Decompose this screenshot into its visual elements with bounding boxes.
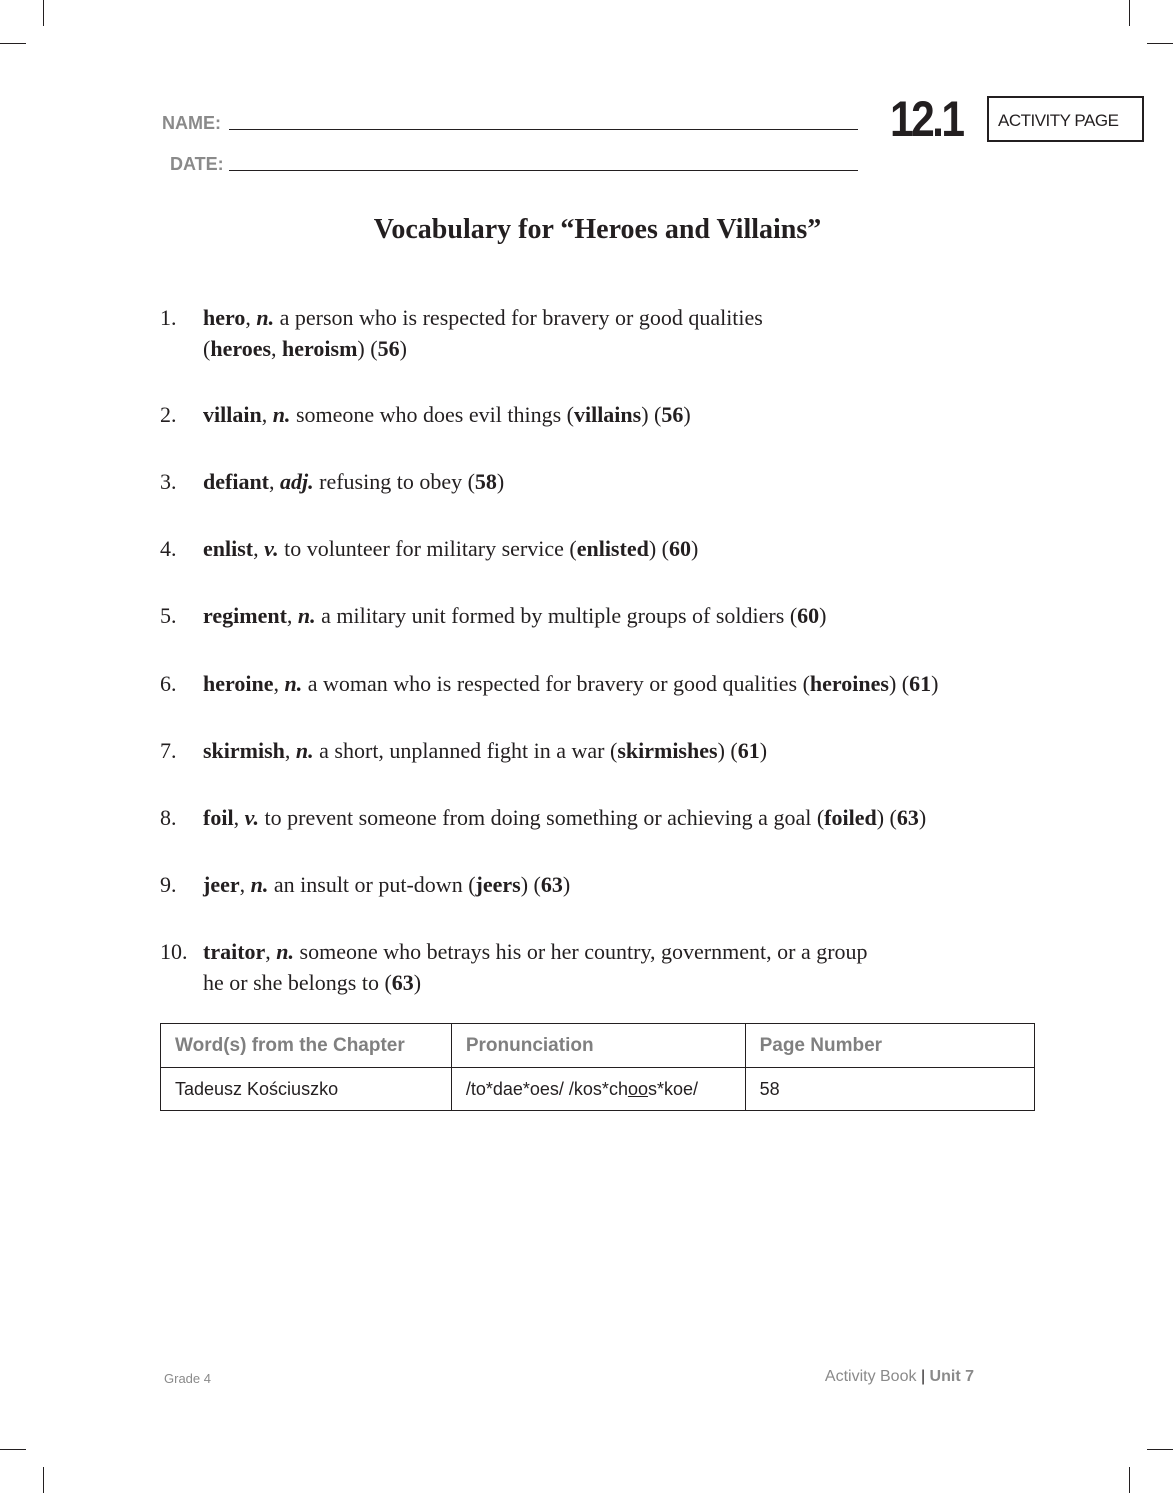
vocab-page: 63 — [896, 805, 919, 830]
pron-part: s*koe/ — [647, 1078, 699, 1099]
vocab-body: enlist, v. to volunteer for military service (enlisted) (60) — [203, 536, 699, 561]
part-of-speech — [284, 671, 302, 696]
vocab-word: traitor — [203, 939, 266, 964]
part-of-speech — [276, 939, 294, 964]
part-of-speech — [296, 738, 314, 763]
vocab-number: 10. — [160, 939, 188, 964]
vocab-number: 5. — [160, 603, 177, 628]
crop-mark — [1147, 43, 1173, 44]
table-row — [161, 1068, 1035, 1111]
vocab-number: 7. — [160, 738, 177, 763]
vocab-page: 61 — [909, 671, 932, 696]
cell-page: 58 — [745, 1068, 1034, 1111]
date-label: DATE: — [170, 154, 224, 174]
vocab-form: enlisted — [576, 536, 649, 561]
vocab-definition: a person who is respected for bravery or good qualities — [279, 305, 763, 330]
vocab-page: 56 — [661, 402, 684, 427]
vocab-definition: to prevent someone from doing something or achieving a goal — [264, 805, 812, 830]
vocab-number: 9. — [160, 872, 177, 897]
crop-mark — [43, 0, 44, 26]
part-of-speech-text: v. — [244, 805, 260, 830]
activity-page-box — [987, 96, 1144, 142]
part-of-speech-text: n. — [284, 671, 303, 696]
vocab-word: villain — [203, 402, 262, 427]
part-of-speech-text: adj. — [280, 469, 314, 494]
column-header-page: Page Number — [745, 1024, 1034, 1068]
part-of-speech-text: n. — [295, 738, 314, 763]
date-line[interactable] — [229, 170, 858, 171]
crop-mark — [0, 1449, 26, 1450]
vocab-number: 4. — [160, 536, 177, 561]
vocab-number: 3. — [160, 469, 177, 494]
vocab-page: 58 — [474, 469, 497, 494]
vocab-definition: to volunteer for military service — [284, 536, 564, 561]
footer-grade: Grade 4 — [164, 1371, 211, 1386]
part-of-speech — [251, 872, 269, 897]
vocab-number: 6. — [160, 671, 177, 696]
vocab-definition-cont: he or she belongs to — [203, 970, 379, 995]
vocab-body: regiment, n. a military unit formed by multiple groups of soldiers (60) — [203, 603, 827, 628]
column-header-pronunciation: Pronunciation — [451, 1024, 745, 1068]
vocab-word: enlist — [203, 536, 254, 561]
part-of-speech — [256, 305, 274, 330]
part-of-speech-text: n. — [297, 603, 316, 628]
column-header-word: Word(s) from the Chapter — [161, 1024, 452, 1068]
vocab-word: heroine — [203, 671, 274, 696]
vocab-definition: a military unit formed by multiple groups of soldiers — [321, 603, 785, 628]
vocab-form: foiled — [824, 805, 877, 830]
footer-book-title: Activity Book — [824, 1368, 917, 1385]
vocab-form: heroes — [210, 336, 272, 361]
vocab-form: skirmishes — [617, 738, 718, 763]
vocab-body: jeer, n. an insult or put-down (jeers) (63) — [203, 872, 571, 897]
crop-mark — [43, 1467, 44, 1493]
footer-book — [780, 1368, 974, 1386]
vocab-body: villain, n. someone who does evil things (villains) (56) — [203, 402, 691, 427]
vocab-definition: refusing to obey — [319, 469, 463, 494]
pron-underlined: oo — [627, 1078, 648, 1099]
table-header-row — [161, 1024, 1035, 1068]
pronunciation-table — [160, 1023, 1035, 1111]
part-of-speech-text: n. — [272, 402, 291, 427]
vocab-body: heroine, n. a woman who is respected for bravery or good qualities (heroines) (61) — [203, 671, 939, 696]
vocab-definition: someone who does evil things — [295, 402, 562, 427]
vocab-page: 63 — [540, 872, 563, 897]
activity-number: 12.1 — [890, 91, 963, 147]
vocab-page: 60 — [668, 536, 691, 561]
vocab-definition: an insult or put-down — [273, 872, 463, 897]
crop-mark — [0, 43, 26, 44]
page-title: Vocabulary for “Heroes and Villains” — [373, 214, 822, 245]
vocab-form: heroism — [282, 336, 358, 361]
vocab-word: jeer — [203, 872, 240, 897]
crop-mark — [1129, 0, 1130, 26]
activity-page-label: ACTIVITY PAGE — [998, 111, 1119, 130]
part-of-speech-text: n. — [256, 305, 275, 330]
vocab-body: hero, n. a person who is respected for bravery or good qualities (heroes, heroism) (56) — [203, 305, 763, 361]
vocab-definition: someone who betrays his or her country, government, or a group — [299, 939, 868, 964]
cell-pronunciation — [451, 1068, 745, 1111]
vocab-body: skirmish, n. a short, unplanned fight in a war (skirmishes) (61) — [203, 738, 768, 763]
vocab-form: heroines — [809, 671, 889, 696]
vocab-number: 2. — [160, 402, 177, 427]
vocab-form: villains — [573, 402, 642, 427]
vocab-body: foil, v. to prevent someone from doing something or achieving a goal (foiled) (63) — [203, 805, 927, 830]
vocab-page: 61 — [737, 738, 760, 763]
crop-mark — [1147, 1449, 1173, 1450]
footer-separator: | — [920, 1368, 926, 1385]
vocab-number: 1. — [160, 305, 177, 330]
vocab-page: 56 — [377, 336, 400, 361]
crop-mark — [1129, 1467, 1130, 1493]
vocab-definition: a woman who is respected for bravery or good qualities — [307, 671, 798, 696]
vocab-word: regiment — [203, 603, 287, 628]
vocab-word: foil — [203, 805, 234, 830]
part-of-speech — [273, 402, 291, 427]
vocab-word: hero — [203, 305, 246, 330]
pron-part: /to*dae*oes/ /kos*ch — [465, 1078, 628, 1099]
part-of-speech — [298, 603, 316, 628]
cell-word: Tadeusz Kościuszko — [161, 1068, 452, 1111]
name-label: NAME: — [162, 113, 221, 133]
vocab-form: jeers — [475, 872, 521, 897]
vocab-body: defiant, adj. refusing to obey (58) — [203, 469, 505, 494]
vocab-body: traitor, n. someone who betrays his or her country, government, or a group he or she belongs to (63) — [203, 939, 868, 995]
vocab-word: defiant — [203, 469, 269, 494]
part-of-speech-text: v. — [264, 536, 279, 561]
part-of-speech — [280, 469, 314, 494]
name-line[interactable] — [229, 129, 858, 130]
part-of-speech-text: n. — [276, 939, 295, 964]
part-of-speech-text: n. — [250, 872, 269, 897]
vocab-page: 60 — [797, 603, 820, 628]
vocab-definition: a short, unplanned fight in a war — [319, 738, 605, 763]
vocab-page: 63 — [391, 970, 414, 995]
part-of-speech — [245, 805, 259, 830]
vocab-word: skirmish — [203, 738, 285, 763]
footer-unit: Unit 7 — [929, 1368, 974, 1385]
part-of-speech — [264, 536, 278, 561]
vocab-number: 8. — [160, 805, 177, 830]
